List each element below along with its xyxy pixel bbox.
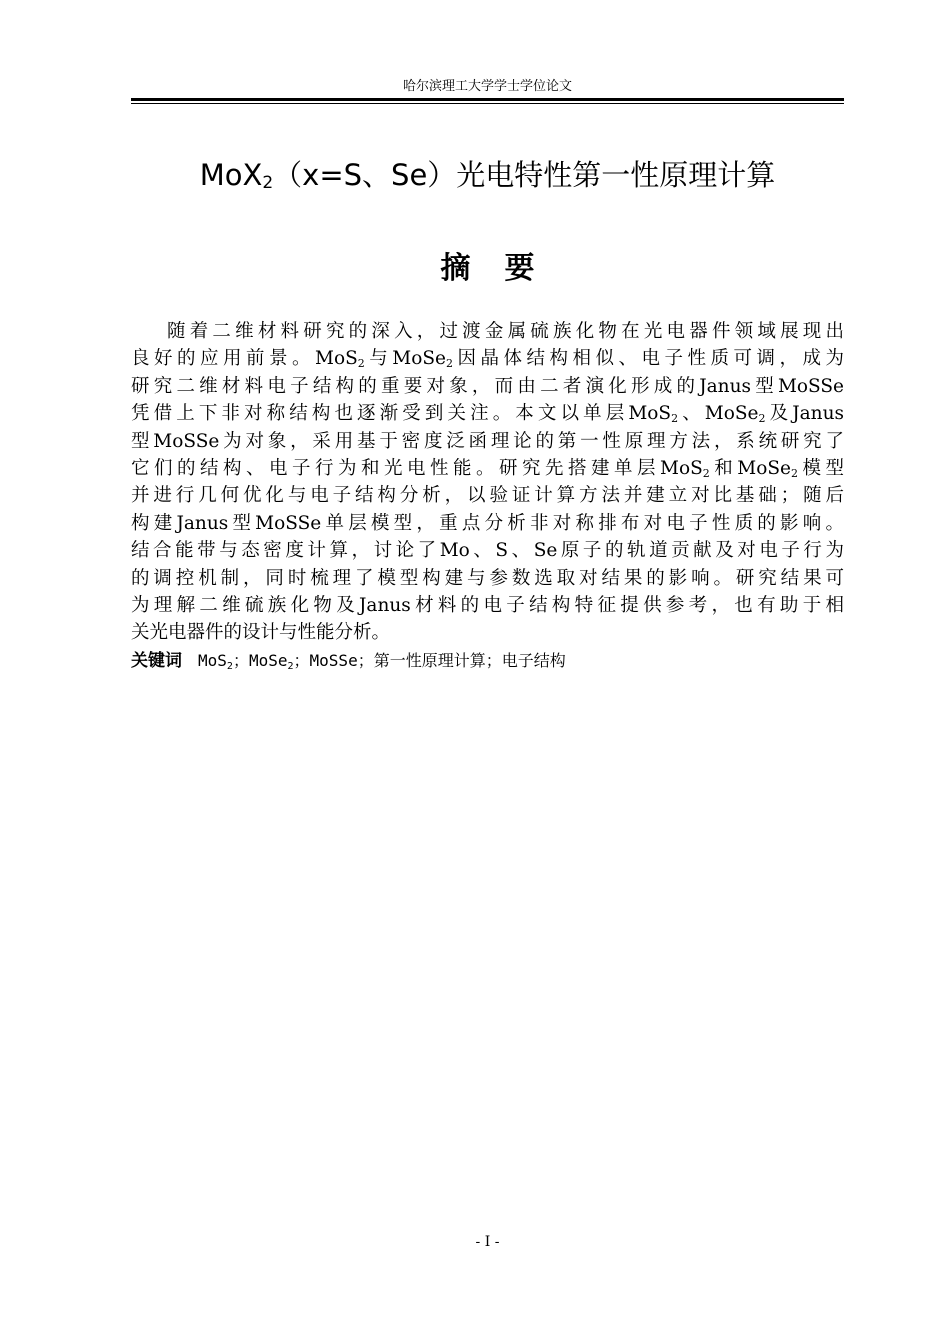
abstract-line: 随着二维材料研究的深入，过渡金属硫族化物在光电器件领域展现出 (167, 321, 844, 342)
running-header: 哈尔滨理工大学学士学位论文 (402, 79, 572, 94)
title-main: MoX (199, 158, 263, 192)
keywords-line (131, 647, 844, 674)
subscript: 2 (445, 357, 453, 371)
keyword-separator: ； (232, 650, 249, 670)
abstract-line: 良好的应用前景。MoS$_2$与MoSe$_2$因晶体结构相似、电子性质可调，成为 (131, 348, 844, 371)
subscript: 2 (287, 660, 294, 672)
keyword-item: 第一性原理计算 (373, 650, 486, 670)
subscript: 2 (671, 412, 679, 426)
abstract-line: 为理解二维硫族化物及Janus材料的电子结构特征提供参考，也有助于相 (131, 594, 844, 616)
abstract-line: 构建Janus型MoSSe单层模型，重点分析非对称排布对电子性质的影响。 (131, 512, 844, 534)
subscript: 2 (226, 660, 233, 672)
keyword-item: MoSSe (309, 650, 358, 670)
subscript: 2 (791, 466, 798, 480)
abstract-line: 的调控机制，同时梳理了模型构建与参数选取对结果的影响。研究结果可 (131, 567, 844, 589)
abstract-line: 它们的结构、电子行为和光电性能。研究先搭建单层MoS$_2$和MoSe$_2$模型 (131, 457, 845, 480)
abstract-line: 关光电器件的设计与性能分析。 (131, 622, 391, 644)
header-rule-thin (131, 103, 844, 104)
keyword-separator: ； (357, 650, 374, 670)
subscript: 2 (758, 412, 766, 426)
abstract-line: 并进行几何优化与电子结构分析，以验证计算方法并建立对比基础；随后 (131, 485, 844, 507)
keyword-item: 电子结构 (501, 650, 566, 670)
subscript: 2 (702, 466, 710, 480)
abstract-line: 型MoSSe为对象，采用基于密度泛函理论的第一性原理方法，系统研究了 (131, 430, 844, 452)
keyword-separator: ； (485, 650, 502, 670)
header-rule-thick (131, 98, 844, 101)
abstract-line: 研究二维材料电子结构的重要对象，而由二者演化形成的Janus型MoSSe (131, 375, 844, 397)
abstract-line: 凭借上下非对称结构也逐渐受到关注。本文以单层MoS$_2$、MoSe$_2$及Janus (131, 403, 844, 426)
keyword-item: MoSe$_2$ (248, 650, 294, 672)
page-number: - I - (475, 1234, 500, 1250)
document-title (131, 155, 844, 195)
abstract-line: 结合能带与态密度计算，讨论了Mo、S、Se原子的轨道贡献及对电子行为 (131, 540, 844, 562)
keywords-label: 关键词 (131, 650, 182, 671)
keyword-item: MoS$_2$ (198, 650, 233, 672)
abstract-heading: 摘要 (440, 251, 569, 286)
keywords-list (198, 651, 566, 670)
subscript: 2 (357, 357, 365, 371)
abstract-body (131, 318, 844, 674)
title-subscript: 2 (262, 173, 274, 193)
title-rest: （x=S、Se）光电特性第一性原理计算 (273, 158, 776, 192)
keyword-separator: ； (293, 650, 310, 670)
abstract-paragraph (131, 318, 844, 647)
